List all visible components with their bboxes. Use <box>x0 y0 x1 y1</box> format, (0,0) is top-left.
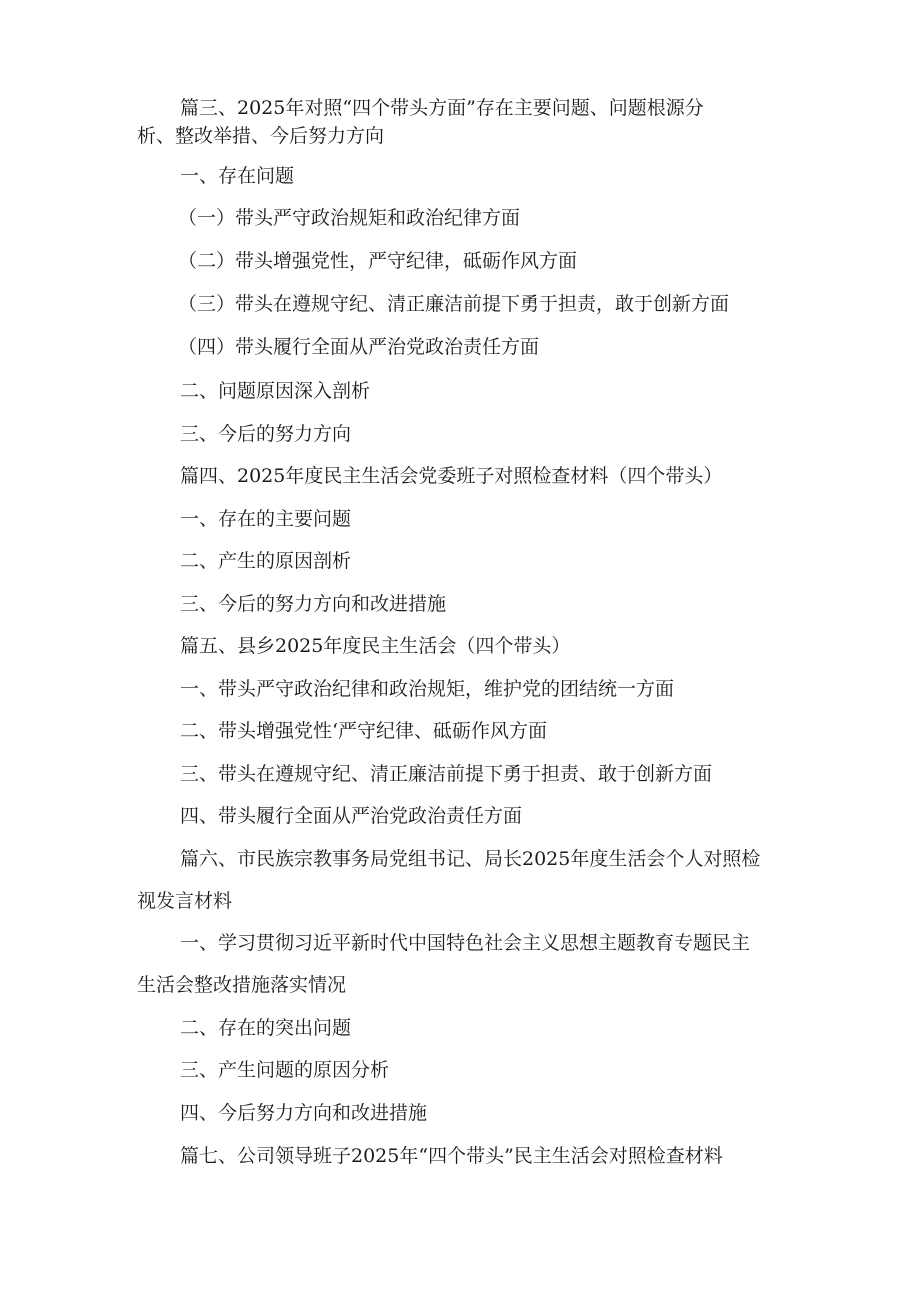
subsection-item: （二）带头增强党性，严守纪律，砥砺作风方面 <box>178 250 578 272</box>
section-item: 四、今后努力方向和改进措施 <box>180 1102 428 1124</box>
section-item: 二、问题原因深入剖析 <box>180 380 371 402</box>
heading-part-5: 篇五、县乡2025年度民主生活会（四个带头） <box>180 635 571 657</box>
section-item: 三、产生问题的原因分析 <box>180 1059 390 1081</box>
heading-part-6-line-2: 视发言材料 <box>137 890 233 912</box>
section-item: 二、带头增强党性‘严守纪律、砥砺作风方面 <box>180 720 548 742</box>
section-item: 一、存在问题 <box>180 165 295 187</box>
subsection-item: （四）带头履行全面从严治党政治责任方面 <box>178 336 540 358</box>
subsection-item: （一）带头严守政治规矩和政治纪律方面 <box>178 207 521 229</box>
section-item-line-1: 一、学习贯彻习近平新时代中国特色社会主义思想主题教育专题民主 <box>180 932 751 954</box>
heading-part-6-line-1: 篇六、市民族宗教事务局党组书记、局长2025年度生活会个人对照检 <box>180 848 761 870</box>
section-item: 一、带头严守政治纪律和政治规矩，维护党的团结统一方面 <box>180 678 675 700</box>
section-item: 二、存在的突出问题 <box>180 1017 352 1039</box>
section-item: 一、存在的主要问题 <box>180 508 352 530</box>
heading-part-3-line-1: 篇三、2025年对照“四个带头方面”存在主要问题、问题根源分 <box>180 97 704 119</box>
heading-part-3-line-2: 析、整改举措、今后努力方向 <box>137 125 385 147</box>
section-item: 三、今后的努力方向和改进措施 <box>180 593 447 615</box>
section-item: 二、产生的原因剖析 <box>180 550 352 572</box>
section-item-line-2: 生活会整改措施落实情况 <box>137 974 347 996</box>
subsection-item: （三）带头在遵规守纪、清正廉洁前提下勇于担责，敢于创新方面 <box>178 293 730 315</box>
heading-part-7: 篇七、公司领导班子2025年“四个带头”民主生活会对照检查材料 <box>180 1145 723 1167</box>
section-item: 三、带头在遵规守纪、清正廉洁前提下勇于担责、敢于创新方面 <box>180 763 713 785</box>
section-item: 四、带头履行全面从严治党政治责任方面 <box>180 805 523 827</box>
heading-part-4: 篇四、2025年度民主生活会党委班子对照检查材料（四个带头） <box>180 465 723 487</box>
section-item: 三、今后的努力方向 <box>180 423 352 445</box>
